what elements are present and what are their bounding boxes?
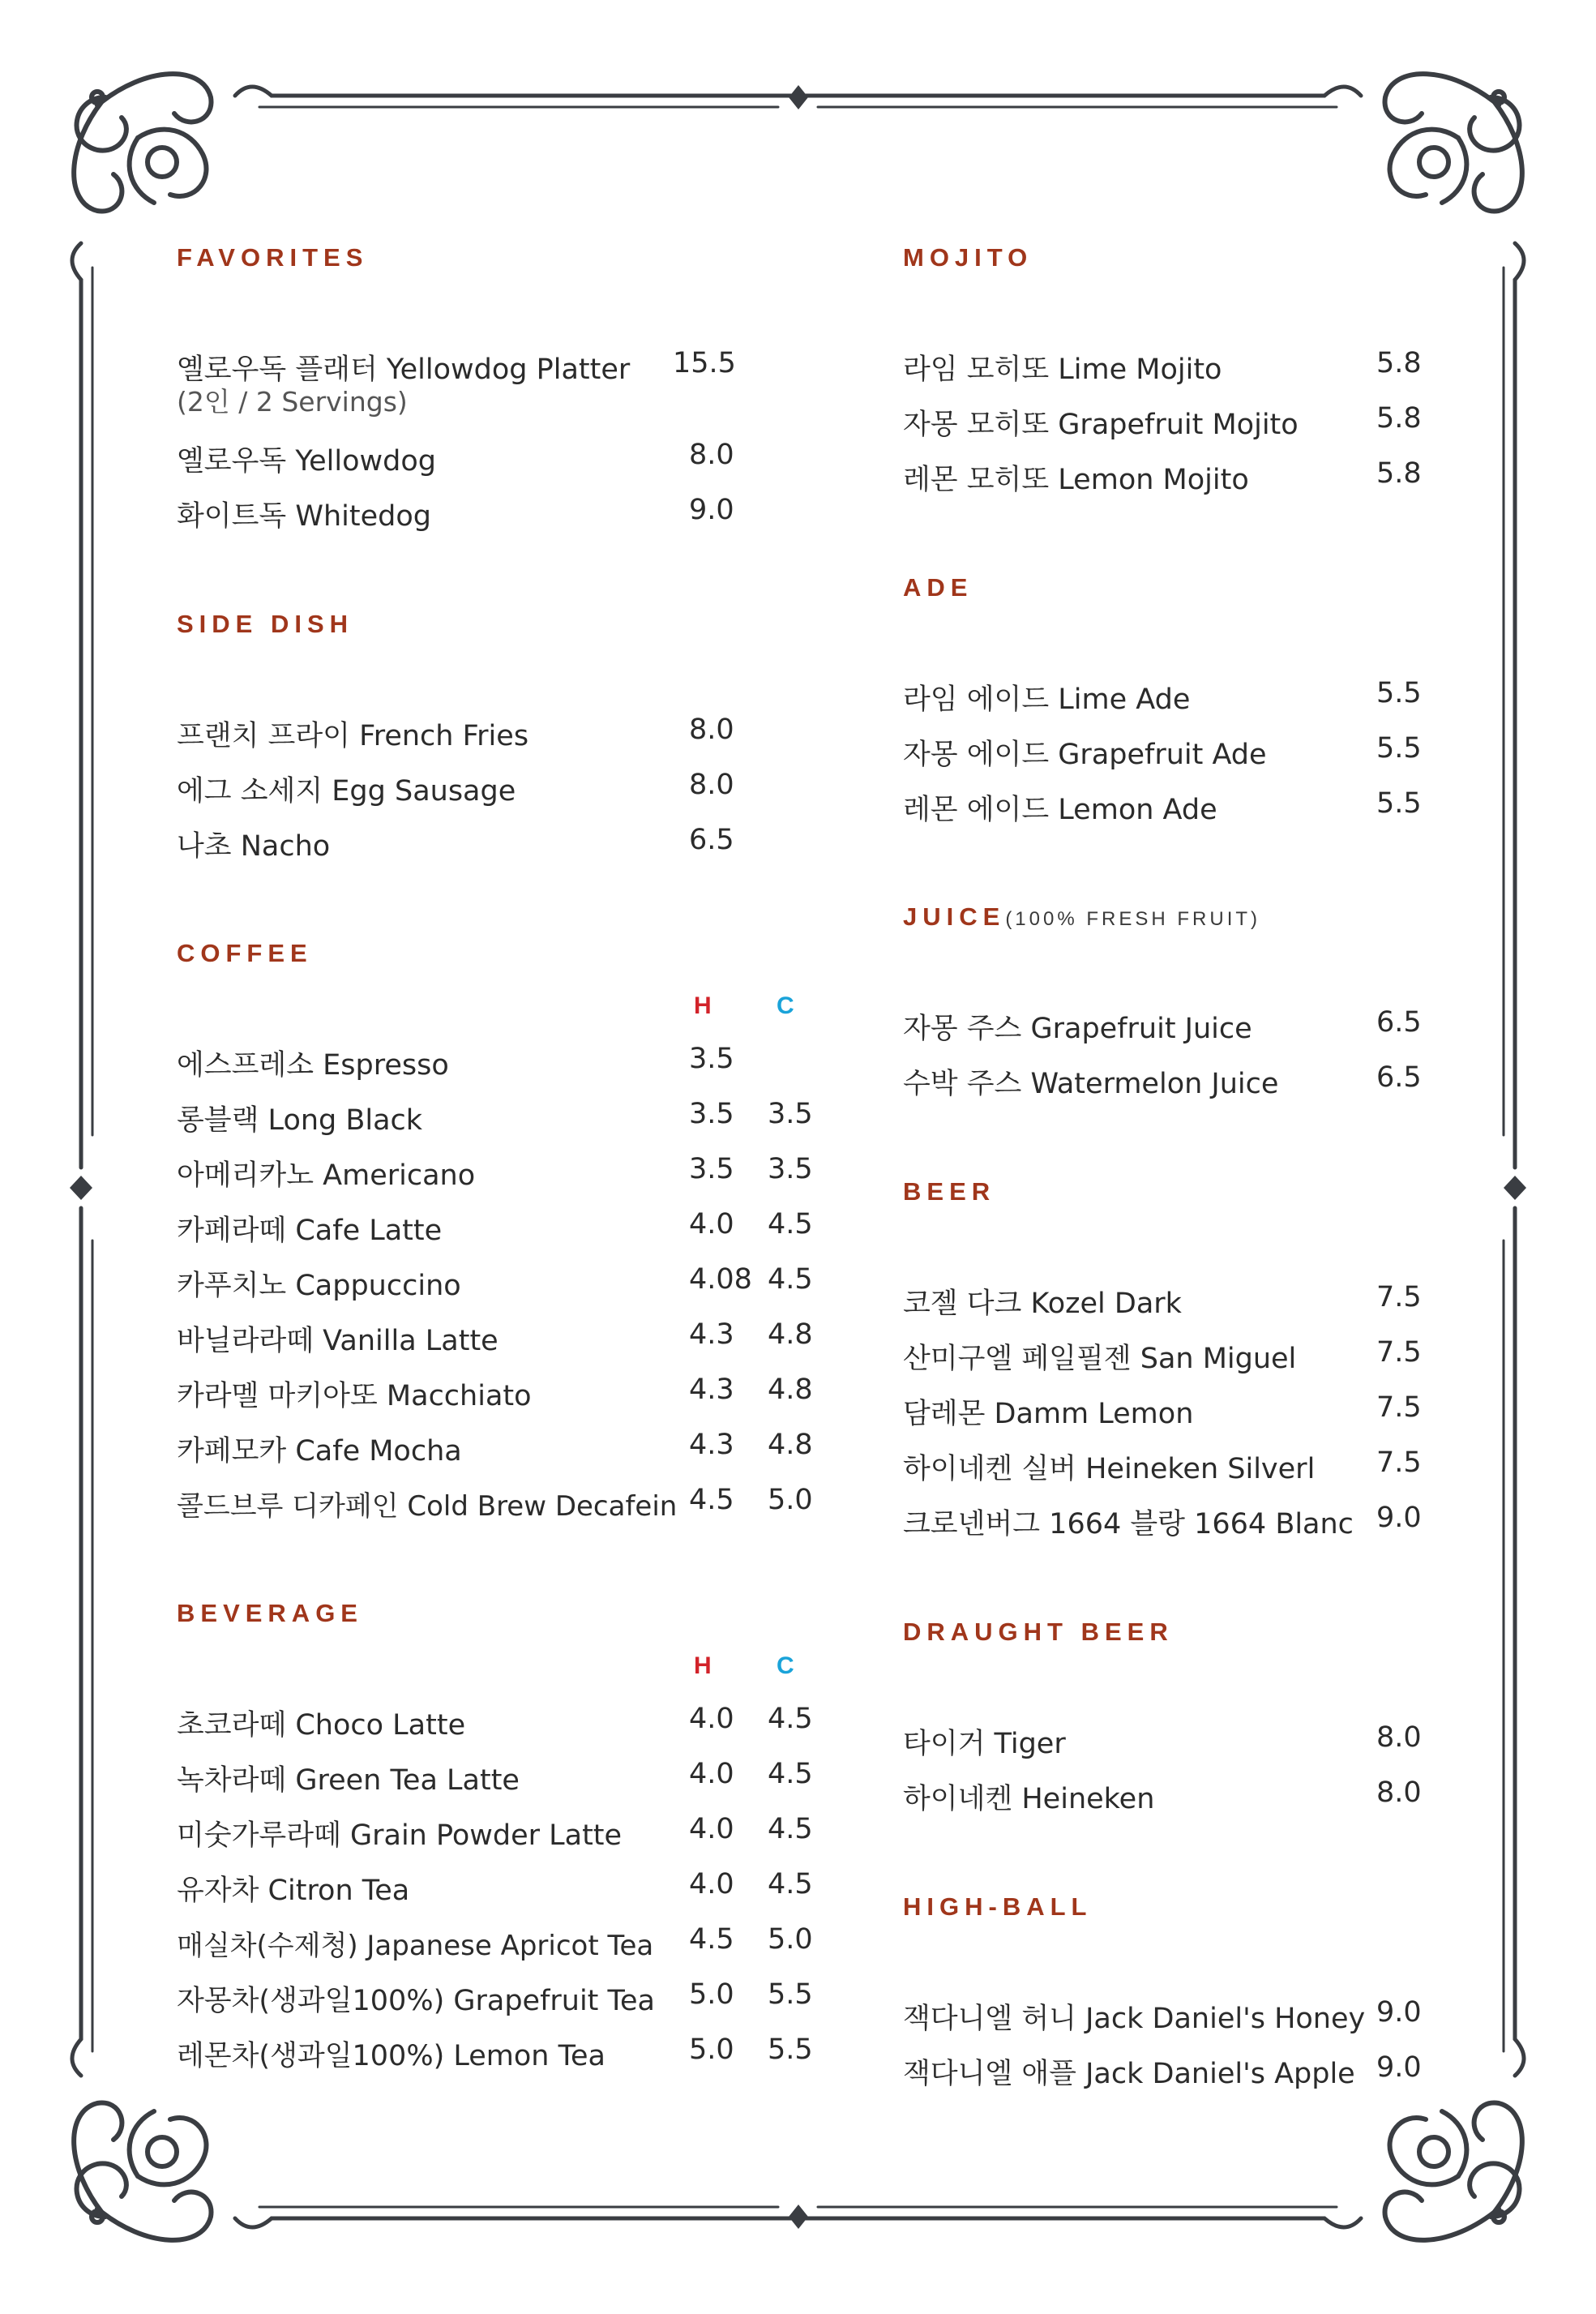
item-price: 5.5: [1376, 787, 1422, 820]
item-price-cold: 5.0: [768, 1923, 813, 1956]
menu-item: [177, 824, 841, 863]
cold-column-label: C: [777, 992, 794, 1019]
item-price-cold: 4.5: [768, 1813, 813, 1845]
item-price-hot: 3.5: [689, 1043, 734, 1075]
item-price-cold: 5.0: [768, 1484, 813, 1516]
item-price-hot: 4.0: [689, 1813, 734, 1845]
item-name: 카라멜 마키아또 Macchiato: [177, 1380, 532, 1412]
menu-item: [177, 1098, 841, 1137]
menu-item: [177, 713, 841, 752]
item-name: 라임 에이드 Lime Ade: [903, 683, 1191, 716]
item-name: 자몽차(생과일100%) Grapefruit Tea: [177, 1985, 655, 2017]
section-title: COFFEE: [177, 939, 313, 967]
menu-item: [903, 1721, 1454, 1760]
item-price-hot: 5.0: [689, 2033, 734, 2066]
item-price-hot: 4.08: [689, 1263, 752, 1296]
item-price-cold: 4.5: [768, 1758, 813, 1790]
item-price-cold: 4.8: [768, 1429, 813, 1461]
section-subtitle: (100% FRESH FRUIT): [1005, 908, 1261, 930]
item-price-hot: 4.5: [689, 1923, 734, 1956]
menu-item: [177, 347, 841, 418]
item-name: 수박 주스 Watermelon Juice: [903, 1068, 1279, 1100]
menu-item: [903, 787, 1454, 826]
item-price: 5.8: [1376, 402, 1422, 435]
menu-item: [177, 1978, 841, 2017]
item-price-cold: 3.5: [768, 1153, 813, 1185]
item-name: 매실차(수제청) Japanese Apricot Tea: [177, 1930, 654, 1962]
menu-item: [177, 1923, 841, 1962]
menu-item: [177, 1758, 841, 1797]
menu-item: [177, 1703, 841, 1742]
item-name: 에스프레소 Espresso: [177, 1049, 449, 1082]
item-name: 카푸치노 Cappuccino: [177, 1270, 461, 1302]
item-price: 9.0: [1376, 1996, 1422, 2029]
menu-item: [903, 1391, 1454, 1430]
section-title: MOJITO: [903, 243, 1033, 272]
item-name: 크로넨버그 1664 블랑 1664 Blanc: [903, 1508, 1354, 1541]
item-name: 프랜치 프라이 French Fries: [177, 720, 529, 752]
item-price-hot: 3.5: [689, 1098, 734, 1130]
section-title: HIGH-BALL: [903, 1892, 1093, 1921]
item-price: 7.5: [1376, 1446, 1422, 1479]
menu-item: [177, 1208, 841, 1247]
item-price-hot: 4.3: [689, 1429, 734, 1461]
menu-item: [177, 2033, 841, 2072]
item-price-cold: 4.5: [768, 1263, 813, 1296]
item-name: 롱블랙 Long Black: [177, 1104, 423, 1137]
section-title-main: JUICE: [903, 902, 1006, 931]
item-price-cold: 4.5: [768, 1208, 813, 1241]
item-name: 타이거 Tiger: [903, 1728, 1066, 1760]
section-title: BEER: [903, 1177, 996, 1206]
menu-item: [177, 1153, 841, 1192]
item-name: 산미구엘 페일필젠 San Miguel: [903, 1343, 1297, 1375]
menu-item: [903, 1281, 1454, 1320]
menu-item: [903, 457, 1454, 496]
item-name: 자몽 에이드 Grapefruit Ade: [903, 739, 1267, 771]
item-price: 8.0: [689, 439, 734, 471]
item-price: 6.5: [689, 824, 734, 856]
item-name: 코젤 다크 Kozel Dark: [903, 1288, 1182, 1320]
item-name: 옐로우독 Yellowdog: [177, 445, 436, 478]
menu-item: [903, 1061, 1454, 1100]
item-name: 미숫가루라떼 Grain Powder Latte: [177, 1819, 623, 1852]
section-title: DRAUGHT BEER: [903, 1618, 1174, 1646]
item-name: 콜드브루 디카페인 Cold Brew Decafein: [177, 1490, 678, 1523]
item-name: 레몬차(생과일100%) Lemon Tea: [177, 2040, 606, 2072]
menu-item: [177, 1263, 841, 1302]
item-name: 화이트독 Whitedog: [177, 500, 431, 533]
menu-item: [903, 1502, 1454, 1541]
menu-item: [903, 1336, 1454, 1375]
section-title: FAVORITES: [177, 243, 369, 272]
item-name: 에그 소세지 Egg Sausage: [177, 775, 516, 808]
item-name: 하이네켄 Heineken: [903, 1783, 1155, 1815]
menu-item: [177, 1484, 841, 1523]
item-price: 6.5: [1376, 1061, 1422, 1094]
item-price: 7.5: [1376, 1391, 1422, 1424]
menu-item: [903, 2051, 1454, 2090]
menu-item: [177, 1373, 841, 1412]
item-price-cold: 5.5: [768, 2033, 813, 2066]
item-price-hot: 3.5: [689, 1153, 734, 1185]
hot-column-label: H: [694, 1652, 712, 1679]
item-price: 5.8: [1376, 457, 1422, 490]
menu-item: [177, 769, 841, 808]
menu-item: [903, 1006, 1454, 1045]
item-price: 5.5: [1376, 732, 1422, 765]
item-price-cold: 4.8: [768, 1318, 813, 1351]
item-name: 하이네켄 실버 Heineken Silverl: [903, 1453, 1316, 1485]
item-price-cold: 4.8: [768, 1373, 813, 1406]
menu-item: [903, 677, 1454, 716]
item-name: 카페모카 Cafe Mocha: [177, 1435, 462, 1468]
item-note: (2인 / 2 Servings): [177, 386, 408, 418]
menu-item: [903, 1776, 1454, 1815]
item-price-hot: 4.3: [689, 1318, 734, 1351]
item-price: 8.0: [689, 713, 734, 746]
item-name: 나초 Nacho: [177, 830, 331, 863]
item-name: 아메리카노 Americano: [177, 1159, 476, 1192]
item-price: 9.0: [689, 494, 734, 526]
item-name: 담레몬 Damm Lemon: [903, 1398, 1194, 1430]
item-price: 8.0: [1376, 1721, 1422, 1754]
section-title: SIDE DISH: [177, 610, 354, 638]
menu-item: [177, 1043, 841, 1082]
item-price-cold: 4.5: [768, 1868, 813, 1900]
menu-item: [903, 1446, 1454, 1485]
menu-item: [177, 1813, 841, 1852]
item-name: 카페라떼 Cafe Latte: [177, 1215, 443, 1247]
item-price-cold: 3.5: [768, 1098, 813, 1130]
menu-item: [177, 1868, 841, 1907]
item-name: 잭다니엘 애플 Jack Daniel's Apple: [903, 2058, 1355, 2090]
section-title: BEVERAGE: [177, 1599, 363, 1627]
item-price-hot: 4.5: [689, 1484, 734, 1516]
menu-item: [177, 1429, 841, 1468]
item-price-hot: 4.0: [689, 1208, 734, 1241]
section-title: ADE: [903, 573, 973, 602]
item-price: 8.0: [689, 769, 734, 801]
item-price-cold: 4.5: [768, 1703, 813, 1735]
menu-item: [177, 494, 841, 533]
item-price: 9.0: [1376, 2051, 1422, 2084]
menu-item: [903, 347, 1454, 386]
item-price: 15.5: [673, 347, 736, 379]
item-price-hot: 4.0: [689, 1758, 734, 1790]
item-price-hot: 5.0: [689, 1978, 734, 2011]
item-name: 유자차 Citron Tea: [177, 1875, 410, 1907]
item-name: 잭다니엘 허니 Jack Daniel's Honey: [903, 2003, 1366, 2035]
cold-column-label: C: [777, 1652, 794, 1679]
item-price: 7.5: [1376, 1281, 1422, 1313]
menu-item: [903, 1996, 1454, 2035]
item-price-hot: 4.3: [689, 1373, 734, 1406]
item-price-cold: 5.5: [768, 1978, 813, 2011]
item-price-hot: 4.0: [689, 1868, 734, 1900]
item-price: 5.8: [1376, 347, 1422, 379]
item-name: 바닐라라떼 Vanilla Latte: [177, 1325, 498, 1357]
item-name: 초코라떼 Choco Latte: [177, 1709, 466, 1742]
hot-column-label: H: [694, 992, 712, 1019]
item-price: 5.5: [1376, 677, 1422, 709]
item-price: 9.0: [1376, 1502, 1422, 1534]
item-name: 라임 모히또 Lime Mojito: [903, 354, 1222, 386]
item-name: 자몽 주스 Grapefruit Juice: [903, 1013, 1252, 1045]
item-name: 레몬 에이드 Lemon Ade: [903, 794, 1217, 826]
item-price: 7.5: [1376, 1336, 1422, 1369]
menu-item: [903, 732, 1454, 771]
item-price: 8.0: [1376, 1776, 1422, 1809]
section-title: [903, 902, 1260, 932]
item-name: 자몽 모히또 Grapefruit Mojito: [903, 409, 1299, 441]
item-name: 옐로우독 플래터 Yellowdog Platter: [177, 354, 631, 386]
item-price-hot: 4.0: [689, 1703, 734, 1735]
menu-item: [177, 439, 841, 478]
item-name: 레몬 모히또 Lemon Mojito: [903, 464, 1249, 496]
item-name: 녹차라떼 Green Tea Latte: [177, 1764, 520, 1797]
menu-item: [903, 402, 1454, 441]
menu-item: [177, 1318, 841, 1357]
item-price: 6.5: [1376, 1006, 1422, 1039]
